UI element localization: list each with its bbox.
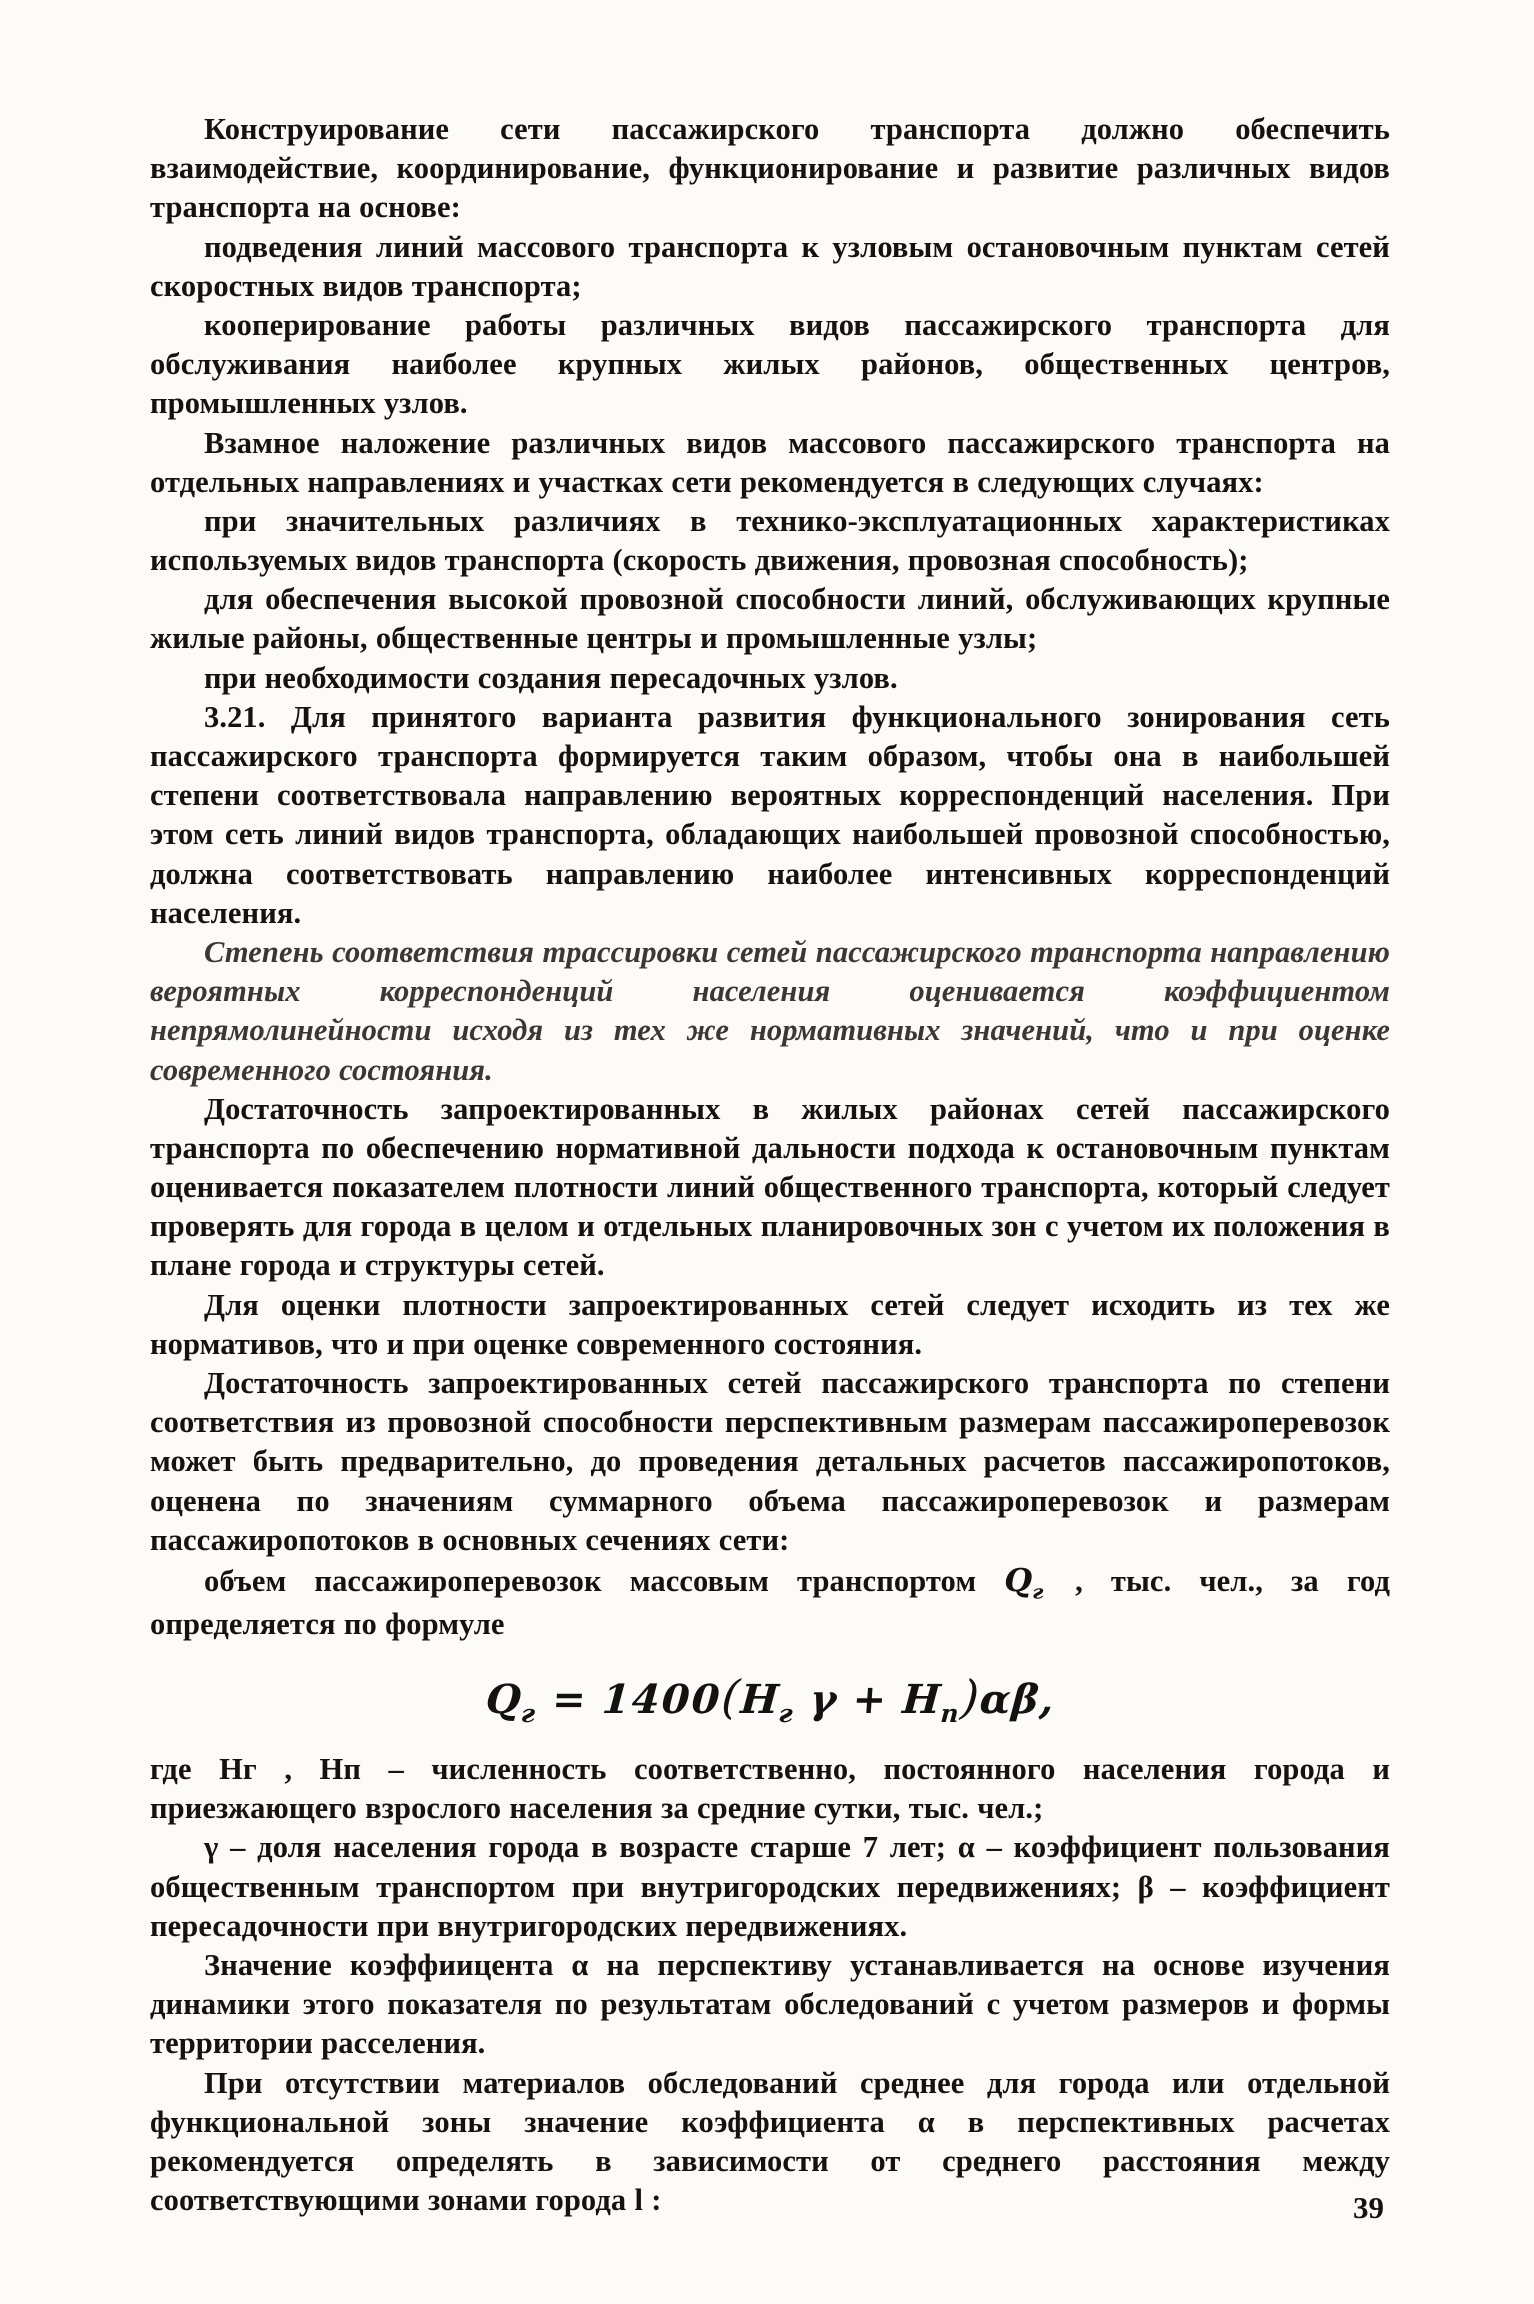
formula-Qg: $Q_г = 1400(H_г$ $\gamma + H_п)\alpha\beta$, <box>483 1670 1057 1729</box>
paragraph: при необходимости создания пересадочных узлов. <box>204 660 898 695</box>
paragraph: кооперирование работы различных видов пассажирского транспорта для обслуживания наиболее крупных жилых районов, общественных центров, промышленных узлов. <box>150 307 1390 421</box>
paragraph: подведения линий массового транспорта к узловым остановочным пунктам сетей скоростных видов транспорта; <box>150 229 1390 303</box>
formula-intro-units: , тыс. чел., <box>1075 1563 1263 1598</box>
formula-intro-second-line: за год определяется по формуле <box>150 1563 1391 1641</box>
paragraph: Достаточность запроектированных в жилых районах сетей пассажирского транспорта по обеспечению нормативной дальности подхода к остановочным пунктам оценивается показателем плотности линий общественного транспорта, который следует проверять для города в целом и отдельных планировочных зон с учетом их положения в плане города и структуры сетей. <box>150 1091 1390 1283</box>
formula-block <box>150 1670 1390 1728</box>
symbol-Qg: $Q_г$ <box>1004 1560 1044 1604</box>
formula-legend: γ – доля населения города в возрасте старше 7 лет; α – коэффициент пользования общественным транспортом при внутригородских передвижениях; β – коэффициент пересадочности при внутригородских передвижениях. <box>150 1830 1390 1943</box>
paragraph: Значение коэффиицента α на перспективу устанавливается на основе изучения динамики этого показателя по результатам обследований с учетом размеров и формы территории расселения. <box>150 1947 1390 2061</box>
paragraph: для обеспечения высокой провозной способности линий, обслуживающих крупные жилые районы, общественные центры и промышленные узлы; <box>150 582 1390 656</box>
formula-intro <box>150 1560 1390 1644</box>
page-content <box>150 110 1390 2220</box>
page-number: 39 <box>1353 2190 1384 2225</box>
paragraph: при значительных различиях в технико-эксплуатационных характеристиках используемых видов транспорта (скорость движения, провозная способность); <box>150 503 1390 578</box>
paragraph: Достаточность запроектированных сетей пассажирского транспорта по степени соответствия из провозной способности перспективным размерам пассажироперевозок может быть предварительно, до проведения детальных расчетов пассажиропотоков, оценена по значениям суммарного объема пассажироперевозок и размерам пассажиропотоков в основных сечениях сети: <box>150 1366 1390 1557</box>
paragraph-section-3-21: 3.21. Для принятого варианта развития функционального зонирования сеть пассажирского транспорта формируется таким образом, чтобы она в наибольшей степени соответствовала направлению вероятных корреспонденций населения. При этом сеть линий видов транспорта, обладающих наибольшей провозной способностью, должна соответствовать направлению наиболее интенсивных корреспонденций населения. <box>150 699 1390 930</box>
paragraph: При отсутствии материалов обследований среднее для города или отдельной функциональной зоны значение коэффициента α в перспективных расчетах рекомендуется определять в зависимости от среднего расстояния между соответствующими зонами города l : <box>150 2065 1390 2218</box>
paragraph: Конструирование сети пассажирского транспорта должно обеспечить взаимодействие, координирование, функционирование и развитие различных видов транспорта на основе: <box>150 112 1390 225</box>
formula-intro-text: объем пассажироперевозок массовым транспортом <box>204 1563 977 1598</box>
formula-legend: где Hг , Hп – численность соответственно, постоянного населения города и приезжающего взрослого населения за средние сутки, тыс. чел.; <box>150 1752 1390 1826</box>
paragraph: Для оценки плотности запроектированных сетей следует исходить из тех же нормативов, что и при оценке современного состояния. <box>150 1287 1390 1361</box>
paragraph-italic: Степень соответствия трассировки сетей пассажирского транспорта направлению вероятных корреспонденций населения оценивается коэффициентом непрямолинейности исходя из тех же нормативных значений, что и при оценке современного состояния. <box>150 934 1390 1087</box>
paragraph: Взамное наложение различных видов массового пассажирского транспорта на отдельных направлениях и участках сети рекомендуется в следующих случаях: <box>150 425 1390 499</box>
